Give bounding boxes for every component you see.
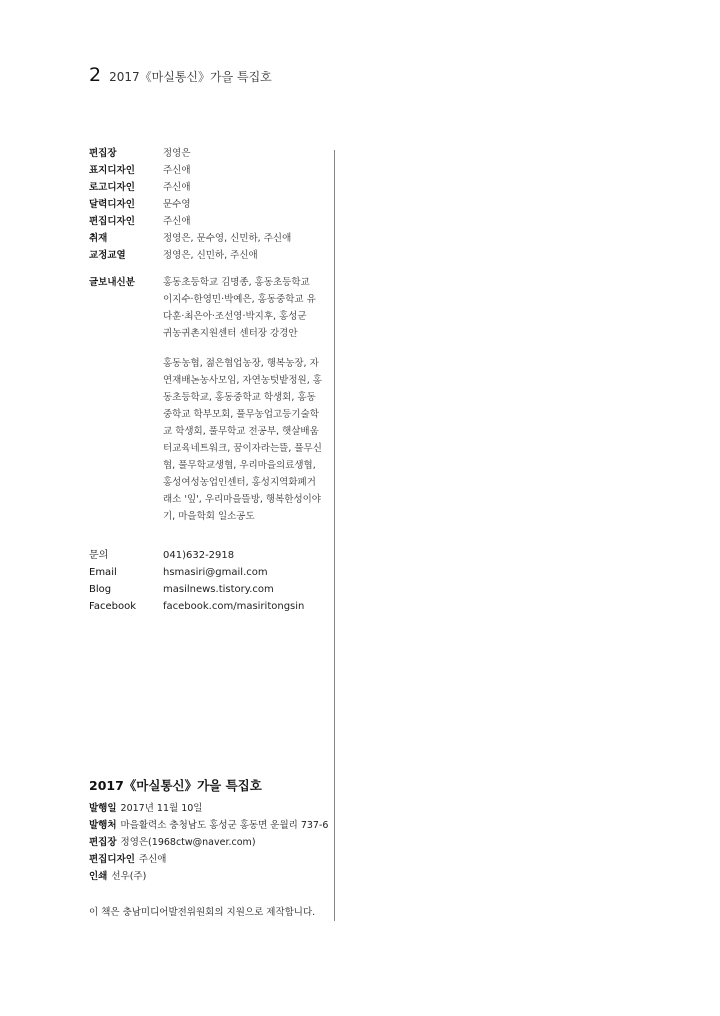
phone-number: 041)632-2918: [163, 550, 235, 561]
contact-row-email: [89, 564, 329, 581]
colophon-label: 편집장: [89, 837, 117, 848]
credit-label: 편집장: [89, 148, 117, 159]
support-note: 이 책은 충남미디어발전위원회의 지원으로 제작합니다.: [89, 907, 316, 918]
credit-row: [89, 145, 325, 162]
contact-row-blog: [89, 581, 329, 598]
page-header: [89, 64, 272, 86]
credit-value: 문수영: [163, 199, 191, 210]
contributors-line: 다훈·최은아·조선영·박지후, 홍성군: [163, 311, 307, 322]
contributors-line: 귀농귀촌지원센터 센터장 강경안: [163, 328, 298, 339]
credit-row: [89, 196, 325, 213]
email-link[interactable]: hsmasiri@gmail.com: [163, 567, 268, 578]
contributors-line: 홍동초등학교 김명종, 홍동초등학교: [163, 277, 310, 288]
colophon: [89, 776, 329, 918]
credit-label: 편집디자인: [89, 216, 135, 227]
credit-value: 정영은, 신민하, 주신애: [163, 250, 258, 261]
contributors-line: 연재배논농사모임, 자연농텃밭정원, 홍: [163, 375, 322, 386]
colophon-line: [89, 868, 329, 885]
contributors-label: 글보내신분: [89, 277, 135, 288]
credits-section: [89, 145, 325, 525]
colophon-line: [89, 817, 329, 834]
credit-label: 달력디자인: [89, 199, 135, 210]
blog-link[interactable]: masilnews.tistory.com: [163, 584, 274, 595]
contact-label: Facebook: [89, 601, 136, 612]
contributors-block: [89, 274, 325, 525]
colophon-value: 주신애: [138, 854, 167, 865]
contact-section: [89, 547, 329, 615]
running-title: 2017《마실통신》가을 특집호: [109, 70, 272, 84]
contributors-line: 이지수·한영민·박예은, 홍동중학교 유: [163, 294, 316, 305]
colophon-label: 인쇄: [89, 871, 108, 882]
credit-row: [89, 179, 325, 196]
contributors-line: 홍동농협, 젊은협업농장, 행복농장, 자: [163, 358, 319, 369]
colophon-label: 발행처: [89, 820, 117, 831]
colophon-value: 정영은(1968ctw@naver.com): [120, 837, 256, 848]
contact-row-phone: [89, 547, 329, 564]
credit-row: [89, 162, 325, 179]
credit-label: 로고디자인: [89, 182, 135, 193]
credit-row: [89, 230, 325, 247]
colophon-title: 2017《마실통신》가을 특집호: [89, 778, 262, 793]
credit-value: 주신애: [163, 165, 191, 176]
contact-label: Blog: [89, 584, 112, 595]
credit-row: [89, 213, 325, 230]
credit-value: 주신애: [163, 182, 191, 193]
contributors-line: 기, 마을학회 일소공도: [163, 511, 255, 522]
contact-row-facebook: [89, 598, 329, 615]
contributors-line: 협, 풀무학교생협, 우리마을의료생협,: [163, 460, 316, 471]
colophon-line: [89, 800, 329, 817]
contributors-line: 터교육네트워크, 꿈이자라는뜰, 풀무신: [163, 443, 322, 454]
colophon-value: 마을활력소 충청남도 홍성군 홍동면 운월리 737-6: [120, 820, 329, 831]
page-number: 2: [89, 64, 102, 86]
credit-label: 교정교열: [89, 250, 126, 261]
facebook-link[interactable]: facebook.com/masiritongsin: [163, 601, 305, 612]
contact-label: 문의: [89, 550, 109, 561]
contributors-line: 래소 '잎', 우리마을뜰방, 행복한성이야: [163, 494, 321, 505]
column-divider: [334, 150, 335, 921]
credit-value: 정영은, 문수영, 신민하, 주신애: [163, 233, 292, 244]
credit-label: 표지디자인: [89, 165, 135, 176]
colophon-line: [89, 851, 329, 868]
colophon-label: 발행일: [89, 803, 117, 814]
colophon-value: 2017년 11월 10일: [120, 803, 203, 814]
credit-value: 정영은: [163, 148, 191, 159]
contributors-line: 교 학생회, 풀무학교 전공부, 햇살배움: [163, 426, 319, 437]
contributors-line: 동초등학교, 홍동중학교 학생회, 홍동: [163, 392, 316, 403]
credit-label: 취재: [89, 233, 108, 244]
contributors-line: 홍성여성농업인센터, 홍성지역화폐거: [163, 477, 316, 488]
colophon-label: 편집디자인: [89, 854, 135, 865]
contributors-line: 중학교 학부모회, 풀무농업고등기술학: [163, 409, 319, 420]
colophon-line: [89, 834, 329, 851]
colophon-value: 선우(주): [111, 871, 147, 882]
contact-label: Email: [89, 567, 117, 578]
credit-row: [89, 247, 325, 264]
contributors-list: [163, 274, 325, 525]
credit-value: 주신애: [163, 216, 191, 227]
